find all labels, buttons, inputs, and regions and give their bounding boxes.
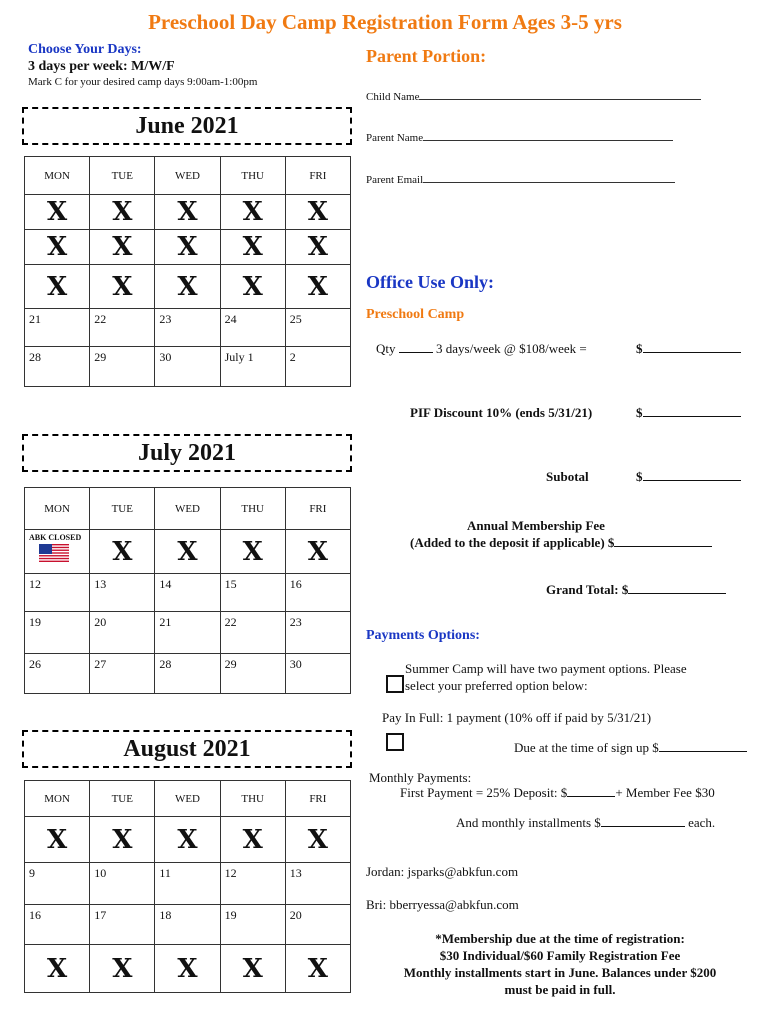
day-cell[interactable]: 30 [285,654,350,694]
august-title-box [22,730,352,768]
weekday-header: FRI [285,157,350,195]
day-cell[interactable]: 21 [25,309,90,347]
marked-day-cell[interactable]: X [285,530,350,574]
weekday-header: THU [220,781,285,817]
day-cell[interactable]: 9 [25,863,90,905]
day-cell[interactable]: 2 [285,347,350,387]
grand-total-label: Grand Total: $ [546,582,629,597]
day-cell[interactable]: 12 [220,863,285,905]
marked-day-cell[interactable]: X [220,230,285,265]
monthly-payments-label: Monthly Payments: [369,770,472,785]
footnote-line-4: must be paid in full. [504,982,616,997]
qty-amount[interactable] [636,341,741,357]
qty-label: Qty [376,341,396,356]
weekday-header: FRI [285,488,350,530]
payment-intro-l2: select your preferred option below: [405,678,588,693]
calendar-week-row [25,612,351,654]
day-cell[interactable]: 26 [25,654,90,694]
weekday-header: FRI [285,781,350,817]
membership-fee-sub: (Added to the deposit if applicable) $ [410,535,615,550]
day-cell[interactable]: 28 [25,347,90,387]
weekday-header: WED [155,157,220,195]
day-cell[interactable]: 20 [285,905,350,945]
day-cell[interactable]: 30 [155,347,220,387]
marked-day-cell[interactable]: X [90,817,155,863]
day-cell[interactable]: 22 [90,309,155,347]
parent-email-field[interactable] [366,173,675,186]
pay-in-full-text: Pay In Full: 1 payment (10% off if paid by 5/31/21) [382,710,652,725]
july-title-box [22,434,352,472]
calendar-week-row [25,309,351,347]
marked-day-cell[interactable]: X [220,817,285,863]
qty-blank[interactable] [399,341,433,353]
membership-footnote [370,930,750,998]
calendar-week-row [25,265,351,309]
calendar-week-row [25,817,351,863]
marked-day-cell[interactable]: X [90,265,155,309]
day-cell[interactable]: 17 [90,905,155,945]
day-cell[interactable]: 22 [220,612,285,654]
marked-day-cell[interactable]: X [285,945,350,993]
marked-day-cell[interactable]: X [155,817,220,863]
day-cell[interactable]: 13 [285,863,350,905]
footnote-line-1: *Membership due at the time of registration: [435,931,685,946]
day-cell[interactable]: 27 [90,654,155,694]
payment-option-checkbox[interactable] [386,675,404,693]
preschool-camp-heading: Preschool Camp [366,307,465,322]
calendar-week-row [25,863,351,905]
weekday-header: WED [155,781,220,817]
weekday-header: TUE [90,781,155,817]
july-title: July 2021 [137,440,236,466]
closed-day-cell [25,530,90,574]
first-payment-line[interactable] [400,785,715,801]
pay-in-full-checkbox[interactable] [386,733,404,751]
footnote-line-2: $30 Individual/$60 Family Registration Fee [439,948,681,963]
first-payment-label: First Payment = 25% Deposit: $ [400,785,568,800]
day-cell[interactable]: 25 [285,309,350,347]
day-cell[interactable]: 12 [25,574,90,612]
payment-intro-l1: Summer Camp will have two payment options. Please [405,661,687,676]
marked-day-cell[interactable]: X [155,530,220,574]
june-title: June 2021 [135,113,239,139]
calendar-week-row [25,905,351,945]
pif-dollar: $ [636,405,643,420]
grand-total-line[interactable] [546,582,726,598]
parent-name-field[interactable] [366,131,673,144]
member-fee-text: + Member Fee $30 [615,785,715,800]
day-cell[interactable]: 28 [155,654,220,694]
day-cell[interactable]: 16 [285,574,350,612]
day-cell[interactable]: 23 [155,309,220,347]
marked-day-cell[interactable]: X [155,195,220,230]
calendar-week-row [25,230,351,265]
day-cell[interactable]: 10 [90,863,155,905]
marked-day-cell[interactable]: X [285,195,350,230]
day-cell[interactable]: July 1 [220,347,285,387]
marked-day-cell[interactable]: X [220,265,285,309]
day-cell[interactable]: 29 [220,654,285,694]
parent-email-label: Parent Email [366,174,424,186]
each-text: each. [688,815,716,830]
marked-day-cell[interactable]: X [285,230,350,265]
pif-amount[interactable] [636,405,741,421]
office-use-heading: Office Use Only: [366,272,494,292]
calendar-week-row [25,195,351,230]
marked-day-cell[interactable]: X [90,945,155,993]
due-signup-label: Due at the time of sign up $ [514,740,659,755]
marked-day-cell[interactable]: X [90,530,155,574]
subtotal-amount[interactable] [636,469,741,485]
marked-day-cell[interactable]: X [25,265,90,309]
us-flag-icon [39,544,69,562]
choose-days-heading: Choose Your Days: [28,42,142,57]
calendar-week-row [25,574,351,612]
camp-hours-note: Mark C for your desired camp days 9:00am-1:00pm [28,76,258,88]
membership-fee-label: Annual Membership Fee [467,518,605,533]
august-title: August 2021 [123,736,251,762]
marked-day-cell[interactable]: X [285,265,350,309]
marked-day-cell[interactable]: X [90,230,155,265]
parent-name-label: Parent Name [366,132,424,144]
day-cell[interactable]: 14 [155,574,220,612]
qty-dollar: $ [636,341,643,356]
weekday-header: THU [220,488,285,530]
june-calendar [24,156,351,387]
day-cell[interactable]: 21 [155,612,220,654]
marked-day-cell[interactable]: X [25,817,90,863]
contact-jordan: Jordan: jsparks@abkfun.com [366,864,519,879]
day-cell[interactable]: 29 [90,347,155,387]
marked-day-cell[interactable]: X [25,195,90,230]
contact-bri: Bri: bberryessa@abkfun.com [366,897,519,912]
marked-day-cell[interactable]: X [220,530,285,574]
weekday-header: THU [220,157,285,195]
marked-day-cell[interactable]: X [155,230,220,265]
qty-line [376,341,587,357]
calendar-week-row [25,347,351,387]
child-name-field[interactable] [366,90,701,103]
marked-day-cell[interactable]: X [25,945,90,993]
marked-day-cell[interactable]: X [25,230,90,265]
weekday-header: TUE [90,157,155,195]
payment-options-heading: Payments Options: [366,628,480,643]
calendar-week-row [25,945,351,993]
subtotal-dollar: $ [636,469,643,484]
weekday-header: TUE [90,488,155,530]
day-cell[interactable]: 13 [90,574,155,612]
installments-line[interactable] [456,815,715,831]
installments-label: And monthly installments $ [456,815,601,830]
weekday-header: MON [25,157,90,195]
day-cell[interactable]: 18 [155,905,220,945]
day-cell[interactable]: 19 [220,905,285,945]
day-cell[interactable]: 23 [285,612,350,654]
calendar-week-row [25,530,351,574]
june-title-box [22,107,352,145]
marked-day-cell[interactable]: X [220,945,285,993]
marked-day-cell[interactable]: X [155,945,220,993]
due-signup-line[interactable] [514,740,747,756]
weekday-header: WED [155,488,220,530]
day-cell[interactable]: 11 [155,863,220,905]
parent-portion-heading: Parent Portion: [366,46,487,66]
form-title: Preschool Day Camp Registration Form Ages 3-5 yrs [148,10,622,34]
august-calendar [24,780,351,993]
days-per-week-text: 3 days per week: M/W/F [28,59,175,74]
pif-discount-label: PIF Discount 10% (ends 5/31/21) [410,405,593,420]
weekday-header: MON [25,488,90,530]
weekday-header: MON [25,781,90,817]
day-cell[interactable]: 20 [90,612,155,654]
subtotal-label: Subotal [546,469,589,484]
qty-rate-text: 3 days/week @ $108/week = [436,341,587,356]
marked-day-cell[interactable]: X [90,195,155,230]
day-cell[interactable]: 24 [220,309,285,347]
membership-fee-line[interactable] [410,535,712,551]
day-cell[interactable]: 16 [25,905,90,945]
marked-day-cell[interactable]: X [155,265,220,309]
footnote-line-3: Monthly installments start in June. Balances under $200 [403,965,717,980]
calendar-week-row [25,654,351,694]
day-cell[interactable]: 15 [220,574,285,612]
marked-day-cell[interactable]: X [285,817,350,863]
child-name-label: Child Name [366,91,420,103]
day-cell[interactable]: 19 [25,612,90,654]
marked-day-cell[interactable]: X [220,195,285,230]
abk-closed-label: ABK CLOSED [29,533,82,542]
